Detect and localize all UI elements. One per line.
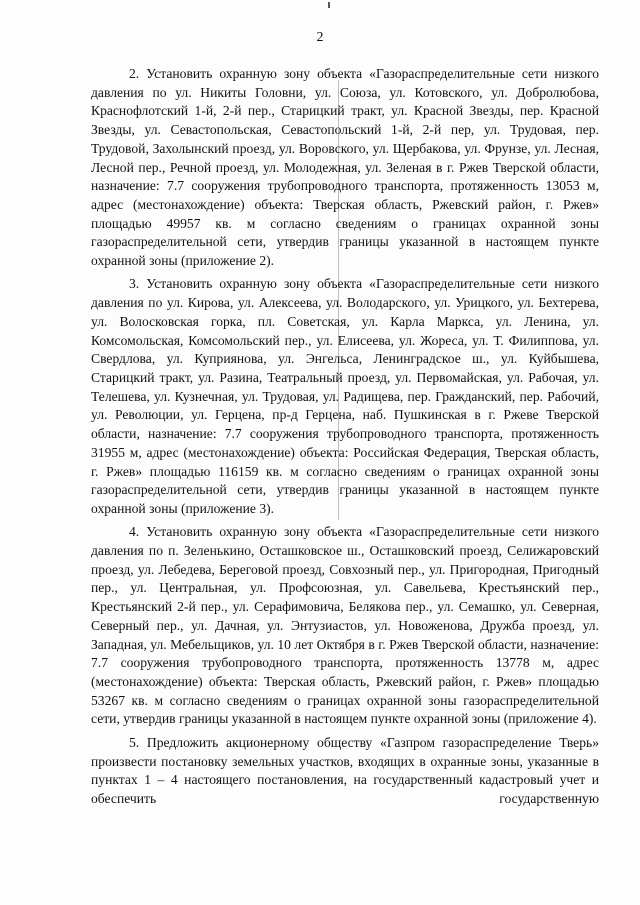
document-body — [91, 65, 599, 813]
scan-mark — [328, 2, 330, 8]
paragraph-item-2: 2. Установить охранную зону объекта «Газораспределительные сети низкого давления по ул. Никиты Головни, ул. Союза, ул. Котовского, ул. Добролюбова, Краснофлотский 1-й, 2-й пер., Старицкий тракт, ул. Красной Звезды, пер. Красной Звезды, ул. Севастопольская, Севастопольский 1-й, 2-й пер, ул. Трудовая, пер. Трудовой, Захолынский проезд, ул. Воровского, ул. Щербакова, ул. Фрунзе, ул. Лесная, Лесной пер., Речной проезд, ул. Молодежная, ул. Зеленая в г. Ржев Тверской области, назначение: 7.7 сооружения трубопроводного транспорта, протяженность 13053 м, адрес (местонахождение) объекта: Тверская область, Ржевский район, г. Ржев» площадью 49957 кв. м согласно сведениям о границах охранной зоны газораспределительной сети, утвердив границы указанной в настоящем пункте охранной зоны (приложение 2). — [91, 66, 599, 269]
page-number: 2 — [316, 30, 324, 45]
paragraph-item-4: 4. Установить охранную зону объекта «Газораспределительные сети низкого давления по п. Зеленькино, Осташковское ш., Осташковский проезд, Селижаровский проезд, ул. Лебедева, Береговой проезд, Совхозный пер., ул. Пригородная, Пригодный пер., ул. Центральная, ул. Профсоюзная, ул. Савельева, Крестьянский пер., Крестьянский 2-й пер., ул. Серафимовича, Белякова пер., ул. Семашко, ул. Северная, Северный пер., ул. Дачная, ул. Энтузиастов, ул. Новоженова, Дружба проезд, ул. Западная, ул. Мебельщиков, ул. 10 лет Октября в г. Ржев Тверской области, назначение: 7.7 сооружения трубопроводного транспорта, протяженность 13778 м, адрес (местонахождение) объекта: Тверская область, Ржевский район, г. Ржев» площадью 53267 кв. м согласно сведениям о границах охранной зоны газораспределительной сети, утвердив границы указанной в настоящем пункте охранной зоны (приложение 4). — [91, 524, 599, 727]
paragraph-item-3: 3. Установить охранную зону объекта «Газораспределительные сети низкого давления по ул. Кирова, ул. Алексеева, ул. Володарского, ул. Урицкого, ул. Бехтерева, ул. Волосковская горка, пл. Советская, ул. Карла Маркса, ул. Ленина, ул. Комсомольская, Комсомольский пер., ул. Елисеева, ул. Жореса, ул. Т. Филиппова, ул. Свердлова, ул. Куприянова, ул. Энгельса, Ленинградское ш., ул. Куйбышева, Старицкий тракт, ул. Разина, Театральный проезд, ул. Первомайская, ул. Рабочая, ул. Телешева, ул. Кузнечная, ул. Трудовая, ул. Радищева, пер. Гражданский, пер. Рабочий, ул. Революции, ул. Герцена, пр-д Герцена, наб. Пушкинская в г. Ржеве Тверской области, назначение: 7.7 сооружения трубопроводного транспорта, протяженность 31955 м, адрес (местонахождение) объекта: Российская Федерация, Тверская область, г. Ржев» площадью 116159 кв. м согласно сведениям о границах охранной зоны газораспределительной сети, утвердив границы указанной в настоящем пункте охранной зоны (приложение 3). — [91, 276, 599, 516]
paragraph-item-5: 5. Предложить акционерному обществу «Газпром газораспределение Тверь» произвести постановку земельных участков, входящих в охранные зоны, указанные в пунктах 1 – 4 настоящего постановления, на государственный кадастровый учет и обеспечить государственную — [91, 734, 599, 806]
